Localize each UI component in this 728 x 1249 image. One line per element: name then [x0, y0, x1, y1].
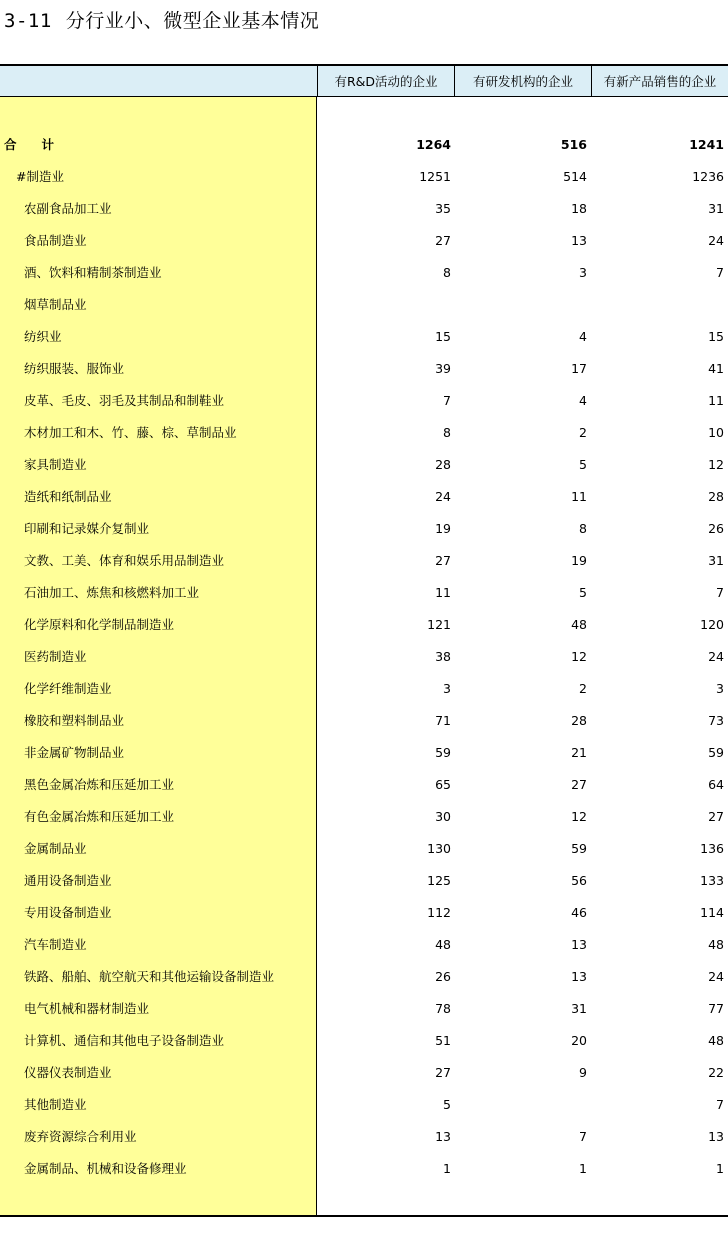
research-institution-count: 4 — [579, 329, 587, 344]
rd-count: 48 — [435, 937, 451, 952]
table-row — [0, 705, 728, 737]
table-row — [0, 897, 728, 929]
rd-count: 5 — [443, 1097, 451, 1112]
research-institution-count: 2 — [579, 681, 587, 696]
research-institution-count: 1 — [579, 1161, 587, 1176]
research-institution-count: 19 — [571, 553, 587, 568]
industry-name: 医药制造业 — [24, 649, 87, 664]
research-institution-count: 514 — [563, 169, 587, 184]
new-product-count: 1 — [716, 1161, 724, 1176]
industry-name: 家具制造业 — [24, 457, 87, 472]
rd-count: 38 — [435, 649, 451, 664]
new-product-count: 13 — [708, 1129, 724, 1144]
industry-name: 木材加工和木、竹、藤、棕、草制品业 — [24, 425, 237, 440]
table-number: 3-11 — [4, 10, 52, 32]
rd-count: 28 — [435, 457, 451, 472]
research-institution-count: 4 — [579, 393, 587, 408]
research-institution-count: 3 — [579, 265, 587, 280]
new-product-count: 3 — [716, 681, 724, 696]
table-row — [0, 513, 728, 545]
table-row — [0, 321, 728, 353]
industry-name: 金属制品、机械和设备修理业 — [24, 1161, 187, 1176]
research-institution-count: 9 — [579, 1065, 587, 1080]
research-institution-count: 2 — [579, 425, 587, 440]
new-product-count: 11 — [708, 393, 724, 408]
research-institution-count: 11 — [571, 489, 587, 504]
page-title — [4, 6, 319, 33]
industry-name: 有色金属冶炼和压延加工业 — [24, 809, 175, 824]
industry-name: 合 计 — [4, 137, 55, 152]
new-product-count: 64 — [708, 777, 724, 792]
new-product-count: 77 — [708, 1001, 724, 1016]
research-institution-count: 13 — [571, 969, 587, 984]
research-institution-count: 12 — [571, 649, 587, 664]
new-product-count: 120 — [700, 617, 724, 632]
table-row — [0, 865, 728, 897]
rd-count: 8 — [443, 425, 451, 440]
table-row — [0, 609, 728, 641]
table-row — [0, 385, 728, 417]
research-institution-count: 13 — [571, 233, 587, 248]
rd-count: 78 — [435, 1001, 451, 1016]
industry-name: 印刷和记录媒介复制业 — [24, 521, 150, 536]
table-row — [0, 929, 728, 961]
new-product-count: 24 — [708, 233, 724, 248]
industry-name: 其他制造业 — [24, 1097, 87, 1112]
research-institution-count: 18 — [571, 201, 587, 216]
research-institution-count: 5 — [579, 585, 587, 600]
rd-count: 65 — [435, 777, 451, 792]
table-row — [0, 161, 728, 193]
industry-name: 纺织服装、服饰业 — [24, 361, 125, 376]
research-institution-count: 17 — [571, 361, 587, 376]
new-product-count: 7 — [716, 585, 724, 600]
research-institution-count: 516 — [560, 137, 587, 152]
rd-count: 30 — [435, 809, 451, 824]
new-product-count: 26 — [708, 521, 724, 536]
industry-name: 化学原料和化学制品制造业 — [24, 617, 175, 632]
new-product-count: 41 — [708, 361, 724, 376]
table-row — [0, 961, 728, 993]
new-product-count: 28 — [708, 489, 724, 504]
industry-name: 非金属矿物制品业 — [24, 745, 125, 760]
new-product-count: 133 — [700, 873, 724, 888]
table-row — [0, 641, 728, 673]
industry-name: 金属制品业 — [24, 841, 87, 856]
industry-name: 文教、工美、体育和娱乐用品制造业 — [24, 553, 225, 568]
rd-count: 26 — [435, 969, 451, 984]
table-header — [0, 64, 728, 97]
industry-name: 酒、饮料和精制茶制造业 — [24, 265, 162, 280]
table-body — [0, 129, 728, 1185]
industry-name: #制造业 — [16, 169, 64, 184]
new-product-count: 10 — [708, 425, 724, 440]
table-row — [0, 577, 728, 609]
rd-count: 39 — [435, 361, 451, 376]
rd-count: 1264 — [416, 137, 451, 152]
table-row — [0, 225, 728, 257]
table-row — [0, 673, 728, 705]
new-product-count: 24 — [708, 649, 724, 664]
rd-count: 130 — [427, 841, 451, 856]
table-row — [0, 833, 728, 865]
new-product-count: 24 — [708, 969, 724, 984]
new-product-count: 73 — [708, 713, 724, 728]
column-header-new-product-sales: 有新产品销售的企业 — [591, 66, 728, 97]
rd-count: 1 — [443, 1161, 451, 1176]
rd-count: 27 — [435, 553, 451, 568]
table-row — [0, 257, 728, 289]
rd-count: 19 — [435, 521, 451, 536]
industry-name: 黑色金属冶炼和压延加工业 — [24, 777, 175, 792]
industry-name: 废弃资源综合利用业 — [24, 1129, 137, 1144]
rd-count: 24 — [435, 489, 451, 504]
table-row — [0, 353, 728, 385]
table-row — [0, 481, 728, 513]
table-row — [0, 1153, 728, 1185]
rd-count: 51 — [435, 1033, 451, 1048]
new-product-count: 1241 — [689, 137, 724, 152]
rd-count: 27 — [435, 1065, 451, 1080]
rd-count: 11 — [435, 585, 451, 600]
industry-name: 烟草制品业 — [24, 297, 87, 312]
industry-name: 专用设备制造业 — [24, 905, 112, 920]
column-header-research-institution: 有研发机构的企业 — [454, 66, 591, 97]
research-institution-count: 5 — [579, 457, 587, 472]
industry-name: 石油加工、炼焦和核燃料加工业 — [24, 585, 200, 600]
table-row — [0, 737, 728, 769]
rd-count: 59 — [435, 745, 451, 760]
new-product-count: 7 — [716, 1097, 724, 1112]
new-product-count: 27 — [708, 809, 724, 824]
new-product-count: 12 — [708, 457, 724, 472]
research-institution-count: 46 — [571, 905, 587, 920]
industry-name: 造纸和纸制品业 — [24, 489, 112, 504]
table-row — [0, 801, 728, 833]
table-row — [0, 545, 728, 577]
research-institution-count: 13 — [571, 937, 587, 952]
industry-name: 铁路、船舶、航空航天和其他运输设备制造业 — [24, 969, 275, 984]
industry-name: 皮革、毛皮、羽毛及其制品和制鞋业 — [24, 393, 225, 408]
rd-count: 112 — [427, 905, 451, 920]
table-row — [0, 449, 728, 481]
industry-name: 食品制造业 — [24, 233, 87, 248]
research-institution-count: 48 — [571, 617, 587, 632]
rd-count: 27 — [435, 233, 451, 248]
rd-count: 8 — [443, 265, 451, 280]
table-row — [0, 1057, 728, 1089]
table-bottom-rule — [0, 1215, 728, 1217]
new-product-count: 48 — [708, 937, 724, 952]
rd-count: 71 — [435, 713, 451, 728]
rd-count: 7 — [443, 393, 451, 408]
industry-name: 通用设备制造业 — [24, 873, 112, 888]
column-header-rd: 有R&D活动的企业 — [317, 66, 454, 97]
rd-count: 1251 — [419, 169, 451, 184]
research-institution-count: 8 — [579, 521, 587, 536]
new-product-count: 15 — [708, 329, 724, 344]
industry-name: 橡胶和塑料制品业 — [24, 713, 125, 728]
industry-name: 计算机、通信和其他电子设备制造业 — [24, 1033, 225, 1048]
research-institution-count: 59 — [571, 841, 587, 856]
new-product-count: 114 — [700, 905, 724, 920]
industry-name: 纺织业 — [24, 329, 62, 344]
new-product-count: 48 — [708, 1033, 724, 1048]
research-institution-count: 20 — [571, 1033, 587, 1048]
new-product-count: 22 — [708, 1065, 724, 1080]
new-product-count: 1236 — [692, 169, 724, 184]
new-product-count: 31 — [708, 201, 724, 216]
industry-name: 农副食品加工业 — [24, 201, 112, 216]
total-row — [0, 129, 728, 161]
table-row — [0, 1089, 728, 1121]
industry-name: 化学纤维制造业 — [24, 681, 112, 696]
table-row — [0, 193, 728, 225]
industry-name: 汽车制造业 — [24, 937, 87, 952]
research-institution-count: 21 — [571, 745, 587, 760]
rd-count: 125 — [427, 873, 451, 888]
research-institution-count: 56 — [571, 873, 587, 888]
rd-count: 13 — [435, 1129, 451, 1144]
rd-count: 15 — [435, 329, 451, 344]
table-row — [0, 1025, 728, 1057]
table-row — [0, 993, 728, 1025]
new-product-count: 136 — [700, 841, 724, 856]
research-institution-count: 27 — [571, 777, 587, 792]
industry-name: 电气机械和器材制造业 — [24, 1001, 150, 1016]
research-institution-count: 12 — [571, 809, 587, 824]
rd-count: 3 — [443, 681, 451, 696]
research-institution-count: 31 — [571, 1001, 587, 1016]
rd-count: 121 — [427, 617, 451, 632]
industry-name: 仪器仪表制造业 — [24, 1065, 112, 1080]
table-row — [0, 1121, 728, 1153]
research-institution-count: 28 — [571, 713, 587, 728]
table-title: 分行业小、微型企业基本情况 — [65, 10, 320, 32]
new-product-count: 59 — [708, 745, 724, 760]
table-row — [0, 417, 728, 449]
rd-count: 35 — [435, 201, 451, 216]
new-product-count: 31 — [708, 553, 724, 568]
table-row — [0, 289, 728, 321]
new-product-count: 7 — [716, 265, 724, 280]
table-row — [0, 769, 728, 801]
research-institution-count: 7 — [579, 1129, 587, 1144]
